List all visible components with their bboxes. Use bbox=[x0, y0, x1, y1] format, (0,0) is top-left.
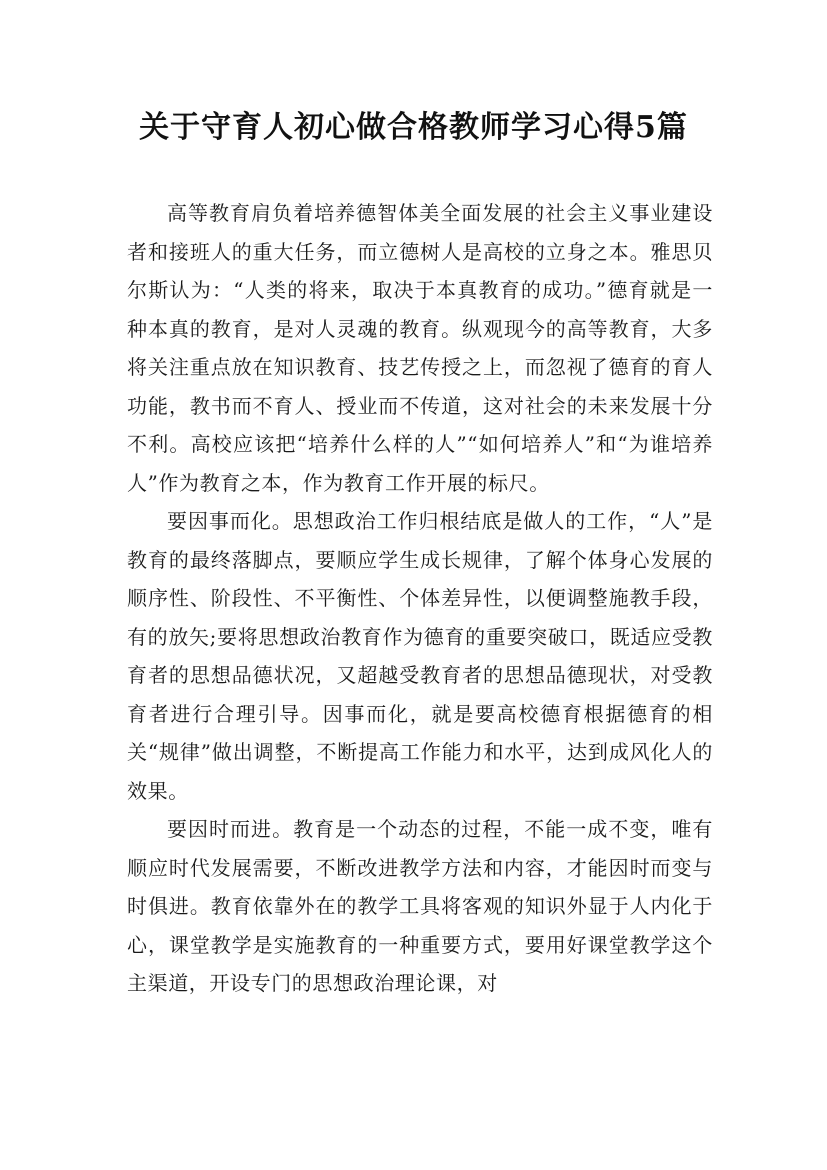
paragraph-1: 高等教育肩负着培养德智体美全面发展的社会主义事业建设者和接班人的重大任务，而立德树人是高校的立身之本。雅思贝尔斯认为：“人类的将来，取决于本真教育的成功。”德育就是一种本真的教育，是对人灵魂的教育。纵观现今的高等教育，大多将关注重点放在知识教育、技艺传授之上，而忽视了德育的育人功能，教书而不育人、授业而不传道，这对社会的未来发展十分不利。高校应该把“培养什么样的人”“如何培养人”和“为谁培养人”作为教育之本，作为教育工作开展的标尺。 bbox=[127, 201, 713, 495]
paragraph-2: 要因事而化。思想政治工作归根结底是做人的工作，“人”是教育的最终落脚点，要顺应学生成长规律，了解个体身心发展的顺序性、阶段性、不平衡性、个体差异性，以便调整施教手段，有的放矢;要将思想政治教育作为德育的重要突破口，既适应受教育者的思想品德状况，又超越受教育者的思想品德现状，对受教育者进行合理引导。因事而化，就是要高校德育根据德育的相关“规律”做出调整，不断提高工作能力和水平，达到成风化人的效果。 bbox=[127, 509, 713, 803]
document-title: 关于守育人初心做合格教师学习心得5篇 bbox=[139, 110, 688, 145]
paragraph-3: 要因时而进。教育是一个动态的过程，不能一成不变，唯有顺应时代发展需要，不断改进教学方法和内容，才能因时而变与时俱进。教育依靠外在的教学工具将客观的知识外显于人内化于心，课堂教学是实施教育的一种重要方式，要用好课堂教学这个主渠道，开设专门的思想政治理论课，对 bbox=[127, 817, 713, 995]
document-body bbox=[127, 194, 713, 1003]
